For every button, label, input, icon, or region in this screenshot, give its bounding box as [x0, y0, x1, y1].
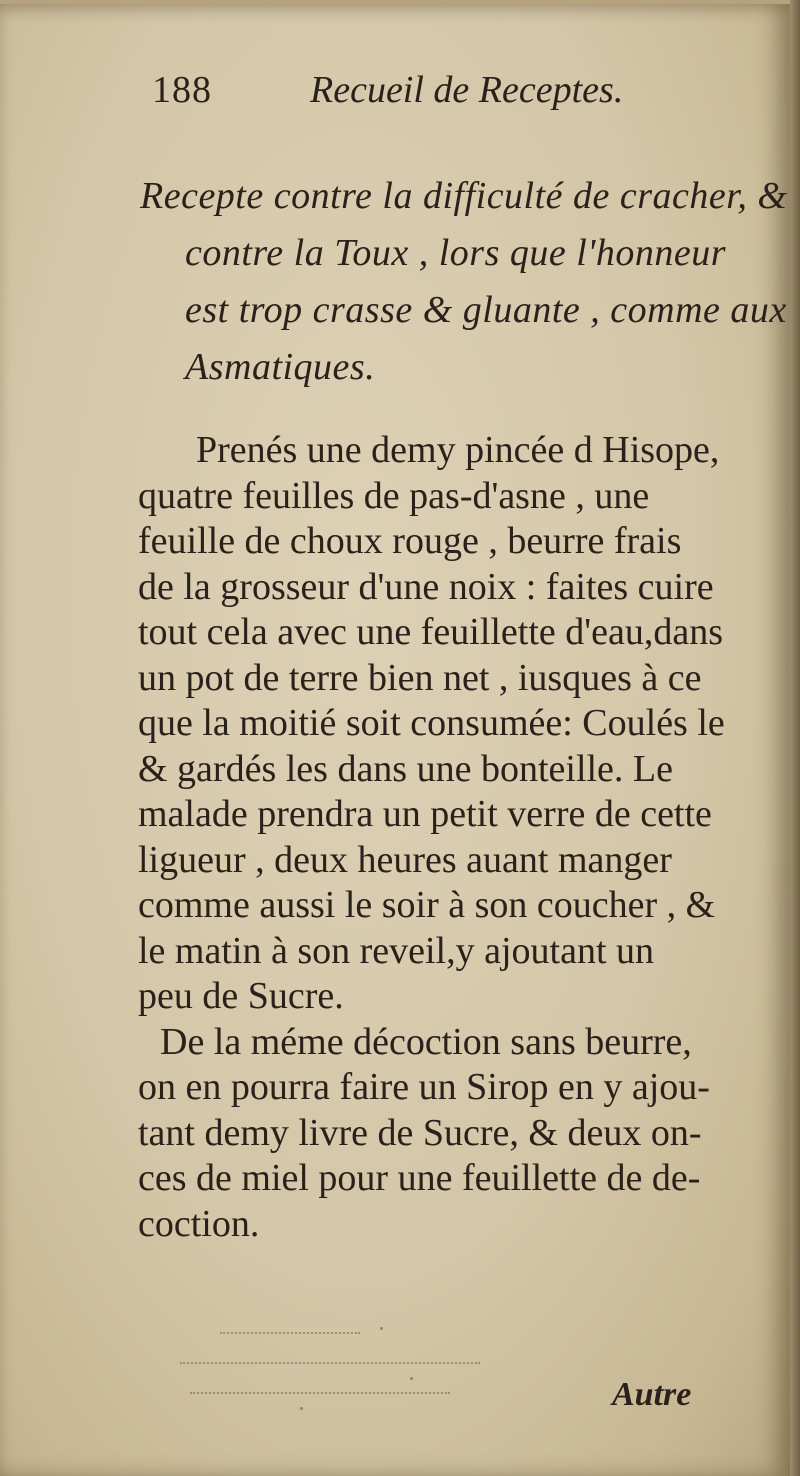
- title-line: Asmatiques.: [185, 346, 376, 388]
- page-top-edge: [0, 0, 790, 4]
- ornament-dots: [180, 1362, 480, 1368]
- title-line: contre la Toux , lors que l'honneur: [185, 232, 727, 274]
- running-title: Recueil de Receptes.: [310, 69, 624, 111]
- body-line: Prenés une demy pincée d Hisope,: [196, 429, 720, 471]
- ornament-dots: [220, 1332, 360, 1338]
- title-line: est trop crasse & gluante , comme aux: [185, 289, 787, 331]
- page-edge: [790, 0, 800, 1476]
- body-line: & gardés les dans une bonteille. Le: [138, 747, 674, 790]
- body-line: quatre feuilles de pas-d'asne , une: [138, 474, 650, 517]
- body-line: coction.: [138, 1202, 260, 1245]
- page-header: [140, 60, 700, 120]
- body-line: De la méme décoction sans beurre,: [160, 1020, 692, 1063]
- body-line: peu de Sucre.: [138, 975, 344, 1017]
- body-line: un pot de terre bien net , iusques à ce: [138, 656, 702, 699]
- speck: [380, 1327, 383, 1330]
- body-line: ligueur , deux heures auant manger: [138, 838, 672, 881]
- bleed-through-ornament: [180, 1322, 600, 1432]
- ornament-dots: [190, 1392, 450, 1398]
- body-line: de la grosseur d'une noix : faites cuire: [138, 565, 714, 608]
- body-line: comme aussi le soir à son coucher , &: [138, 884, 716, 926]
- body-line: malade prendra un petit verre de cette: [138, 793, 712, 835]
- recipe-title: [140, 168, 788, 396]
- body-line: que la moitié soit consumée: Coulés le: [138, 702, 725, 744]
- speck: [300, 1407, 303, 1410]
- speck: [410, 1377, 413, 1380]
- body-line: tout cela avec une feuillette d'eau,dans: [138, 611, 724, 653]
- body-line: ces de miel pour une feuillette de de-: [138, 1157, 701, 1199]
- body-line: on en pourra faire un Sirop en y ajou-: [138, 1066, 710, 1108]
- body-line: le matin à son reveil,y ajoutant un: [138, 929, 655, 972]
- page-number: 188: [152, 69, 212, 111]
- body-line: feuille de choux rouge , beurre frais: [138, 520, 682, 562]
- catchword: Autre: [612, 1376, 692, 1413]
- title-line: Recepte contre la difficulté de cracher, &: [140, 175, 788, 217]
- recipe-body: [138, 428, 778, 1247]
- body-line: tant demy livre de Sucre, & deux on-: [138, 1111, 702, 1154]
